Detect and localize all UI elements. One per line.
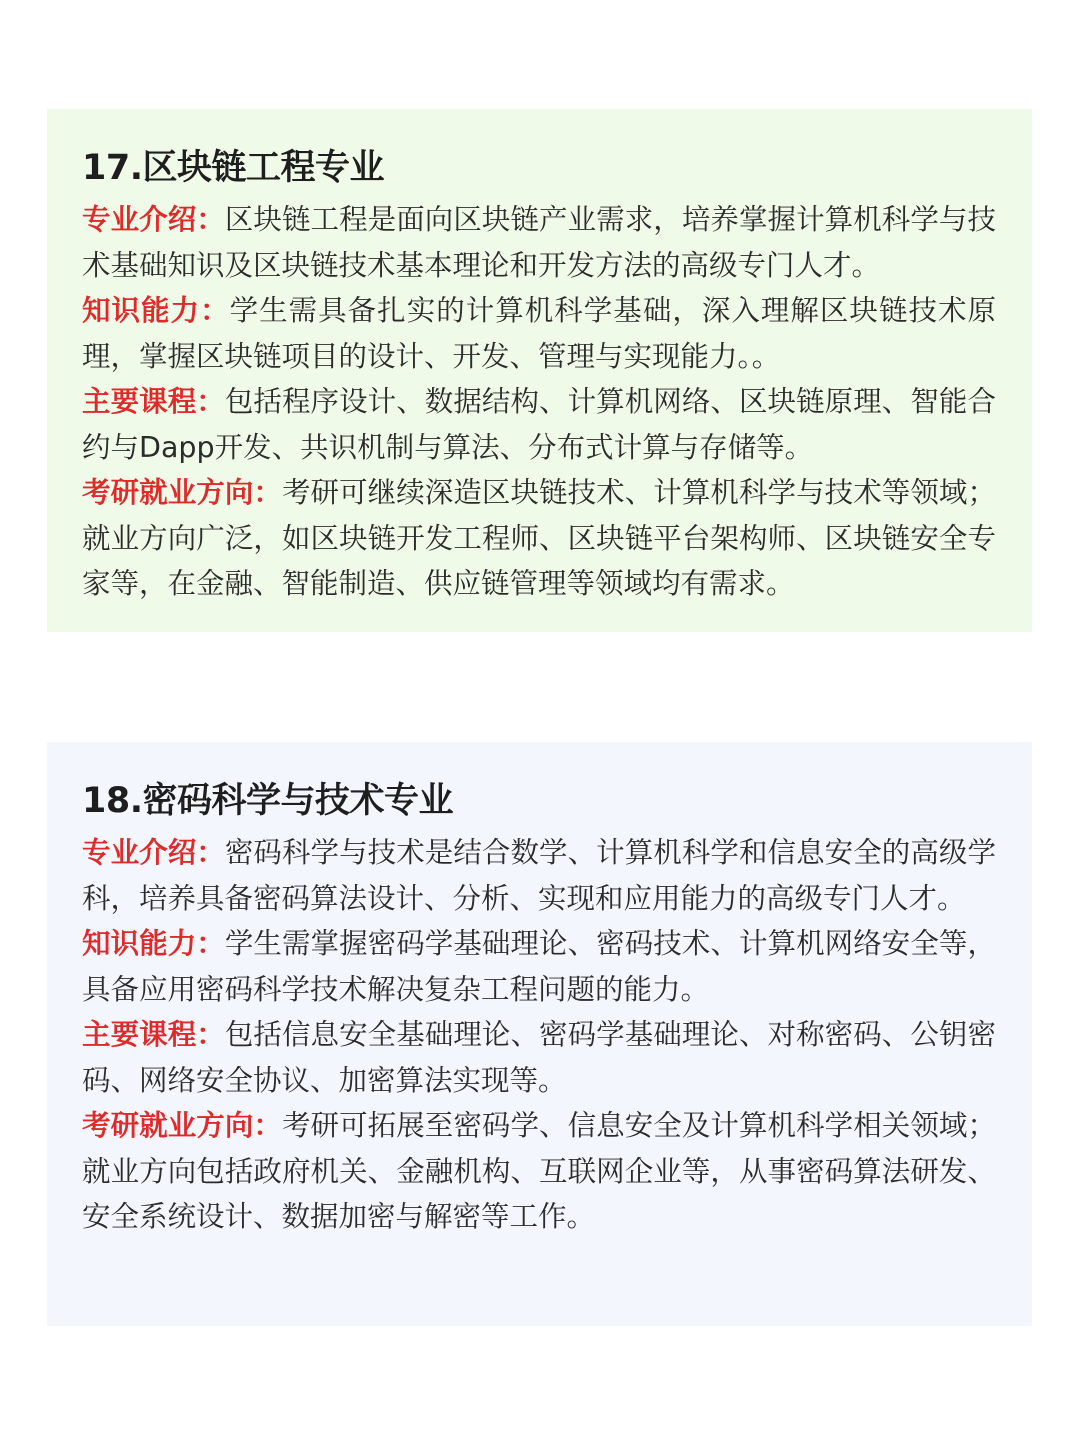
courses-label: 主要课程： — [82, 1018, 225, 1051]
career-text: 考研可继续深造区块链技术、计算机科学与技术等领域；就业方向广泛，如区块链开发工程师、区块链平台架构师、区块链安全专家等，在金融、智能制造、供应链管理等领域均有需求。 — [82, 476, 996, 600]
career-text: 考研可拓展至密码学、信息安全及计算机科学相关领域；就业方向包括政府机关、金融机构、互联网企业等，从事密码算法研发、安全系统设计、数据加密与解密等工作。 — [82, 1109, 996, 1233]
knowledge-paragraph — [82, 288, 996, 379]
intro-label: 专业介绍： — [82, 836, 225, 869]
intro-label: 专业介绍： — [82, 203, 225, 236]
knowledge-label: 知识能力： — [82, 927, 225, 960]
knowledge-paragraph — [82, 921, 996, 1012]
courses-paragraph — [82, 1012, 996, 1103]
career-paragraph — [82, 470, 996, 607]
major-card-blockchain — [47, 109, 1032, 632]
career-label: 考研就业方向： — [82, 476, 282, 509]
intro-paragraph — [82, 197, 996, 288]
knowledge-text: 学生需具备扎实的计算机科学基础，深入理解区块链技术原理，掌握区块链项目的设计、开发、管理与实现能力。。 — [82, 294, 996, 373]
intro-paragraph — [82, 830, 996, 921]
major-title: 17.区块链工程专业 — [82, 148, 385, 188]
intro-text: 密码科学与技术是结合数学、计算机科学和信息安全的高级学科，培养具备密码算法设计、分析、实现和应用能力的高级专门人才。 — [82, 836, 996, 915]
courses-label: 主要课程： — [82, 385, 225, 418]
major-card-cryptography — [47, 742, 1032, 1326]
knowledge-label: 知识能力： — [82, 294, 230, 327]
courses-text: 包括信息安全基础理论、密码学基础理论、对称密码、公钥密码、网络安全协议、加密算法实现等。 — [82, 1018, 996, 1097]
career-paragraph — [82, 1103, 996, 1240]
major-title: 18.密码科学与技术专业 — [82, 781, 454, 821]
courses-text: 包括程序设计、数据结构、计算机网络、区块链原理、智能合约与Dapp开发、共识机制与算法、分布式计算与存储等。 — [82, 385, 996, 464]
knowledge-text: 学生需掌握密码学基础理论、密码技术、计算机网络安全等，具备应用密码科学技术解决复杂工程问题的能力。 — [82, 927, 996, 1006]
intro-text: 区块链工程是面向区块链产业需求，培养掌握计算机科学与技术基础知识及区块链技术基本理论和开发方法的高级专门人才。 — [82, 203, 996, 282]
career-label: 考研就业方向： — [82, 1109, 282, 1142]
courses-paragraph — [82, 379, 996, 470]
